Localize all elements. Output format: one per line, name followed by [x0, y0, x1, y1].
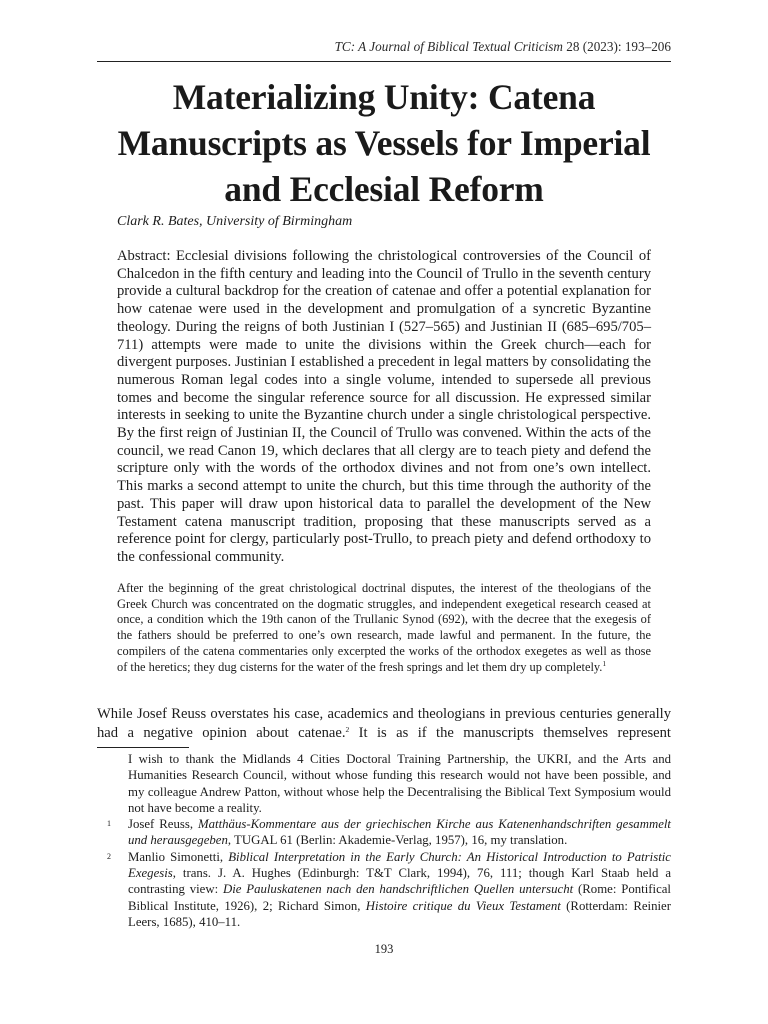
- header-rule: [97, 61, 671, 62]
- footnote-2-title-3: Histoire critique du Vieux Testament: [365, 898, 561, 913]
- journal-name: TC: A Journal of Biblical Textual Criticism: [334, 39, 563, 54]
- footnote-rule: [97, 747, 189, 748]
- body-text-2: It is as if the manuscripts themselves represent: [349, 724, 671, 741]
- body-text-1: While Josef Reuss overstates his case, academics and theologians in previous centuries generally had a negative opinion about catenae.: [97, 706, 671, 741]
- footnote-1-author: Josef Reuss,: [128, 817, 198, 832]
- running-header: [335, 39, 671, 55]
- footnote-1: [107, 816, 671, 849]
- footnote-mark-2: 2: [107, 851, 111, 861]
- footnote-1-title: Matthäus-Kommentare aus der griechischen Kirche aus Katenenhandschriften gesammelt und herausgegeben: [128, 817, 671, 848]
- footnote-ref-1[interactable]: 1: [602, 658, 607, 668]
- footnote-ref-2[interactable]: 2: [345, 724, 350, 734]
- journal-citation: 28 (2023): 193–206: [562, 39, 671, 54]
- footnotes: [97, 751, 671, 930]
- footnote-2-title-2: Die Pauluskatenen nach den handschriftlichen Quellen untersucht: [222, 882, 574, 897]
- footnote-2-author: Manlio Simonetti,: [128, 849, 229, 864]
- abstract: Abstract: Ecclesial divisions following the christological controversies of the Council of Chalcedon in the fifth century and leading into the Council of Trullo in the seventh century provide a cultural backdrop for the creation of catenae and offer a potential explanation for how catenae were used in the development and promulgation of a syncretic Byzantine theology. During the reigns of both Justinian I (527–565) and Justinian II (685–695/705–711) attempts were made to unite the divisions within the Greek church—each for divergent purposes. Justinian I established a precedent in legal matters by consolidating the numerous Roman legal codes into a single volume, intended to supersede all previous tomes and become the singular reference source for all discussion. He expressed similar interests in seeking to unite the Byzantine church under a single christological perspective. By the first reign of Justinian II, the Council of Trullo was convened. Within the acts of the council, we read Canon 19, which declares that all clergy are to teach piety and defend the scripture only with the words of the orthodox divines and not from one’s own intellect. This marks a second attempt to unite the church, but this time through the authority of the past. This paper will draw upon historical data to parallel the development of the New Testament catena manuscript tradition, proposing that these manuscripts served as a reference point for clergy, particularly post-Trullo, to preach piety and defend orthodoxy to the confessional community.: [117, 248, 651, 565]
- footnote-2-text-1: , trans. J. A. Hughes (Edinburgh: T&T Clark, 1994), 76, 111; though Karl Staab held a contrasting view:: [128, 866, 671, 897]
- footnote-acknowledgement: I wish to thank the Midlands 4 Cities Doctoral Training Partnership, the UKRI, and the Arts and Humanities Research Council, without whose funding this research would not have been possible, and my colleague Andrew Patton, without whose help the Decentralising the Biblical Text Symposium would not have become a reality.: [128, 752, 671, 815]
- page-number: 193: [374, 942, 394, 956]
- author-line: Clark R. Bates, University of Birmingham: [117, 214, 353, 229]
- footnote-mark-1: 1: [107, 819, 111, 829]
- block-quote: [117, 581, 651, 675]
- body-paragraph: [97, 705, 671, 742]
- footnote-2: [107, 849, 671, 930]
- footnote-2-title-1: Biblical Interpretation in the Early Church: An Historical Introduction to Patristic Exegesis: [128, 849, 671, 881]
- block-quote-text: After the beginning of the great christological doctrinal disputes, the interest of the theologians of the Greek Church was concentrated on the dogmatic struggles, and independent exegetical research ceased at once, a condition which the 19th canon of the Trullanic Synod (692), with the decree that the exegesis of the fathers should be preferred to one’s own research, made lawful and permanent. In the future, the compilers of the catena commentaries only excerpted the works of the orthodox exegetes as well as those of the heretics; they dug cisterns for the water of the fresh springs and let them dry up completely.: [117, 581, 651, 674]
- footnote-2-text-2: (Rome: Pontifical Biblical Institute, 1926), 2; Richard Simon,: [128, 882, 671, 913]
- footnote-1-rest: , TUGAL 61 (Berlin: Akademie-Verlag, 1957), 16, my translation.: [227, 833, 568, 848]
- article-title: Materializing Unity: Catena Manuscripts as Vessels for Imperial and Ecclesial Reform: [117, 77, 651, 209]
- footnote-2-rest: (Rotterdam: Reinier Leers, 1685), 410–11.: [128, 898, 671, 929]
